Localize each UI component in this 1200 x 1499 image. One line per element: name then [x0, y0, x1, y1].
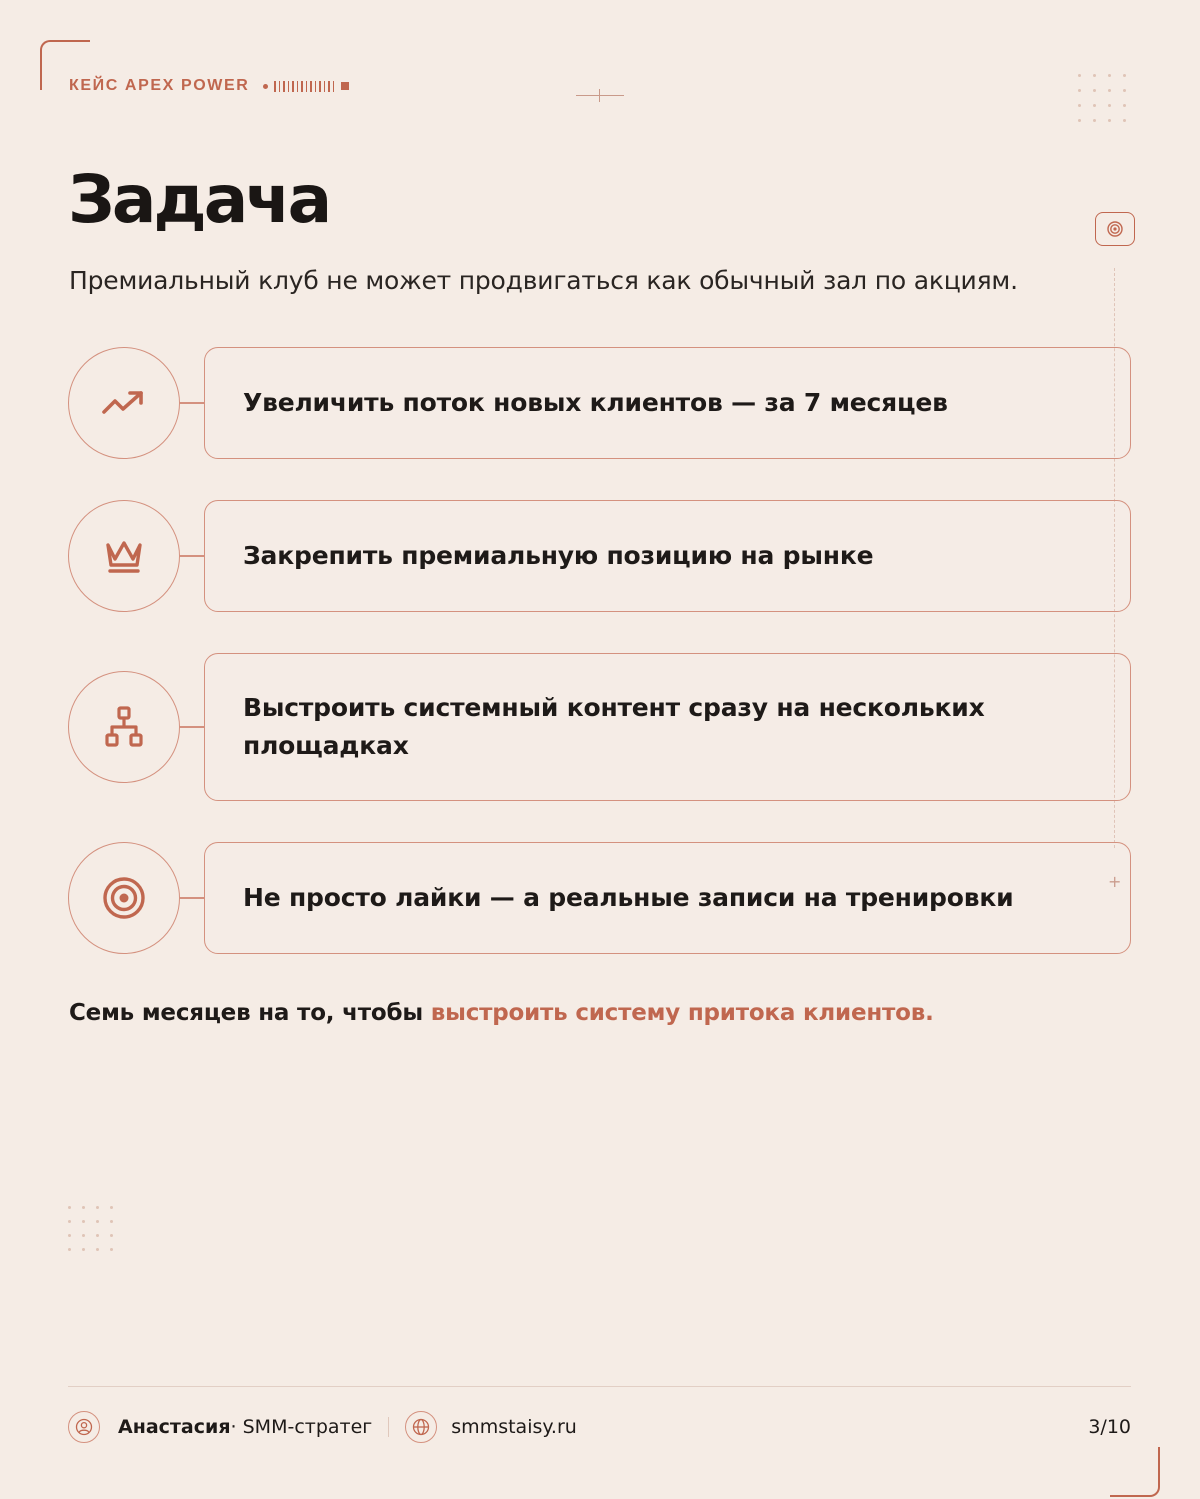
target-small-icon [1106, 220, 1124, 238]
target-badge [1095, 212, 1135, 246]
goal-card [204, 842, 1131, 954]
progress-ticks [274, 81, 334, 92]
dot-grid-bottom-left [68, 1206, 113, 1251]
goal-connector [179, 897, 205, 899]
goal-card [204, 347, 1131, 459]
author-name: Анастасия [118, 1416, 231, 1438]
page-subtitle: Премиальный клуб не может продвигаться как обычный зал по акциям. [69, 266, 1018, 295]
summary-text [69, 996, 934, 1030]
network-icon [102, 705, 146, 749]
summary-accent: выстроить систему притока клиентов. [430, 1000, 934, 1026]
goal-text: Не просто лайки — а реальные записи на тренировки [243, 883, 1014, 912]
goal-text [243, 689, 985, 765]
page-title: Задача [68, 161, 330, 238]
target-icon [102, 876, 146, 920]
case-tag-label: КЕЙС APEX POWER [69, 77, 250, 94]
goal-text-line-2: площадках [243, 731, 409, 760]
page-counter: 3/10 [1088, 1416, 1131, 1438]
footer-separator [388, 1417, 389, 1437]
globe-icon [405, 1411, 437, 1443]
author-role: · SMM-стратег [230, 1416, 373, 1438]
goal-icon-circle [68, 671, 180, 783]
tag-square [341, 82, 349, 90]
user-icon [68, 1411, 100, 1443]
case-tag [69, 76, 349, 96]
goal-connector [179, 726, 205, 728]
goal-card [204, 653, 1131, 801]
dot-grid-top-right [1078, 74, 1126, 122]
plus-mark: + [1108, 872, 1122, 891]
tag-dot [263, 84, 268, 89]
crosshair-line [576, 95, 624, 96]
crown-icon [103, 537, 145, 575]
goal-icon-circle [68, 500, 180, 612]
website-link[interactable]: smmstaisy.ru [451, 1416, 577, 1438]
summary-prefix: Семь месяцев на то, чтобы [69, 1000, 431, 1026]
crosshair-tick [599, 89, 600, 102]
goal-connector [179, 555, 205, 557]
footer-author [68, 1411, 577, 1443]
goal-icon-circle [68, 347, 180, 459]
trending-up-icon [101, 388, 147, 418]
goal-text: Увеличить поток новых клиентов — за 7 месяцев [243, 388, 948, 417]
corner-bracket-bottom-right [1110, 1447, 1160, 1497]
goal-card [204, 500, 1131, 612]
footer-divider [68, 1386, 1131, 1387]
goal-icon-circle [68, 842, 180, 954]
goal-text: Закрепить премиальную позицию на рынке [243, 541, 874, 570]
goal-connector [179, 402, 205, 404]
goal-text-line-1: Выстроить системный контент сразу на нескольких [243, 693, 985, 722]
